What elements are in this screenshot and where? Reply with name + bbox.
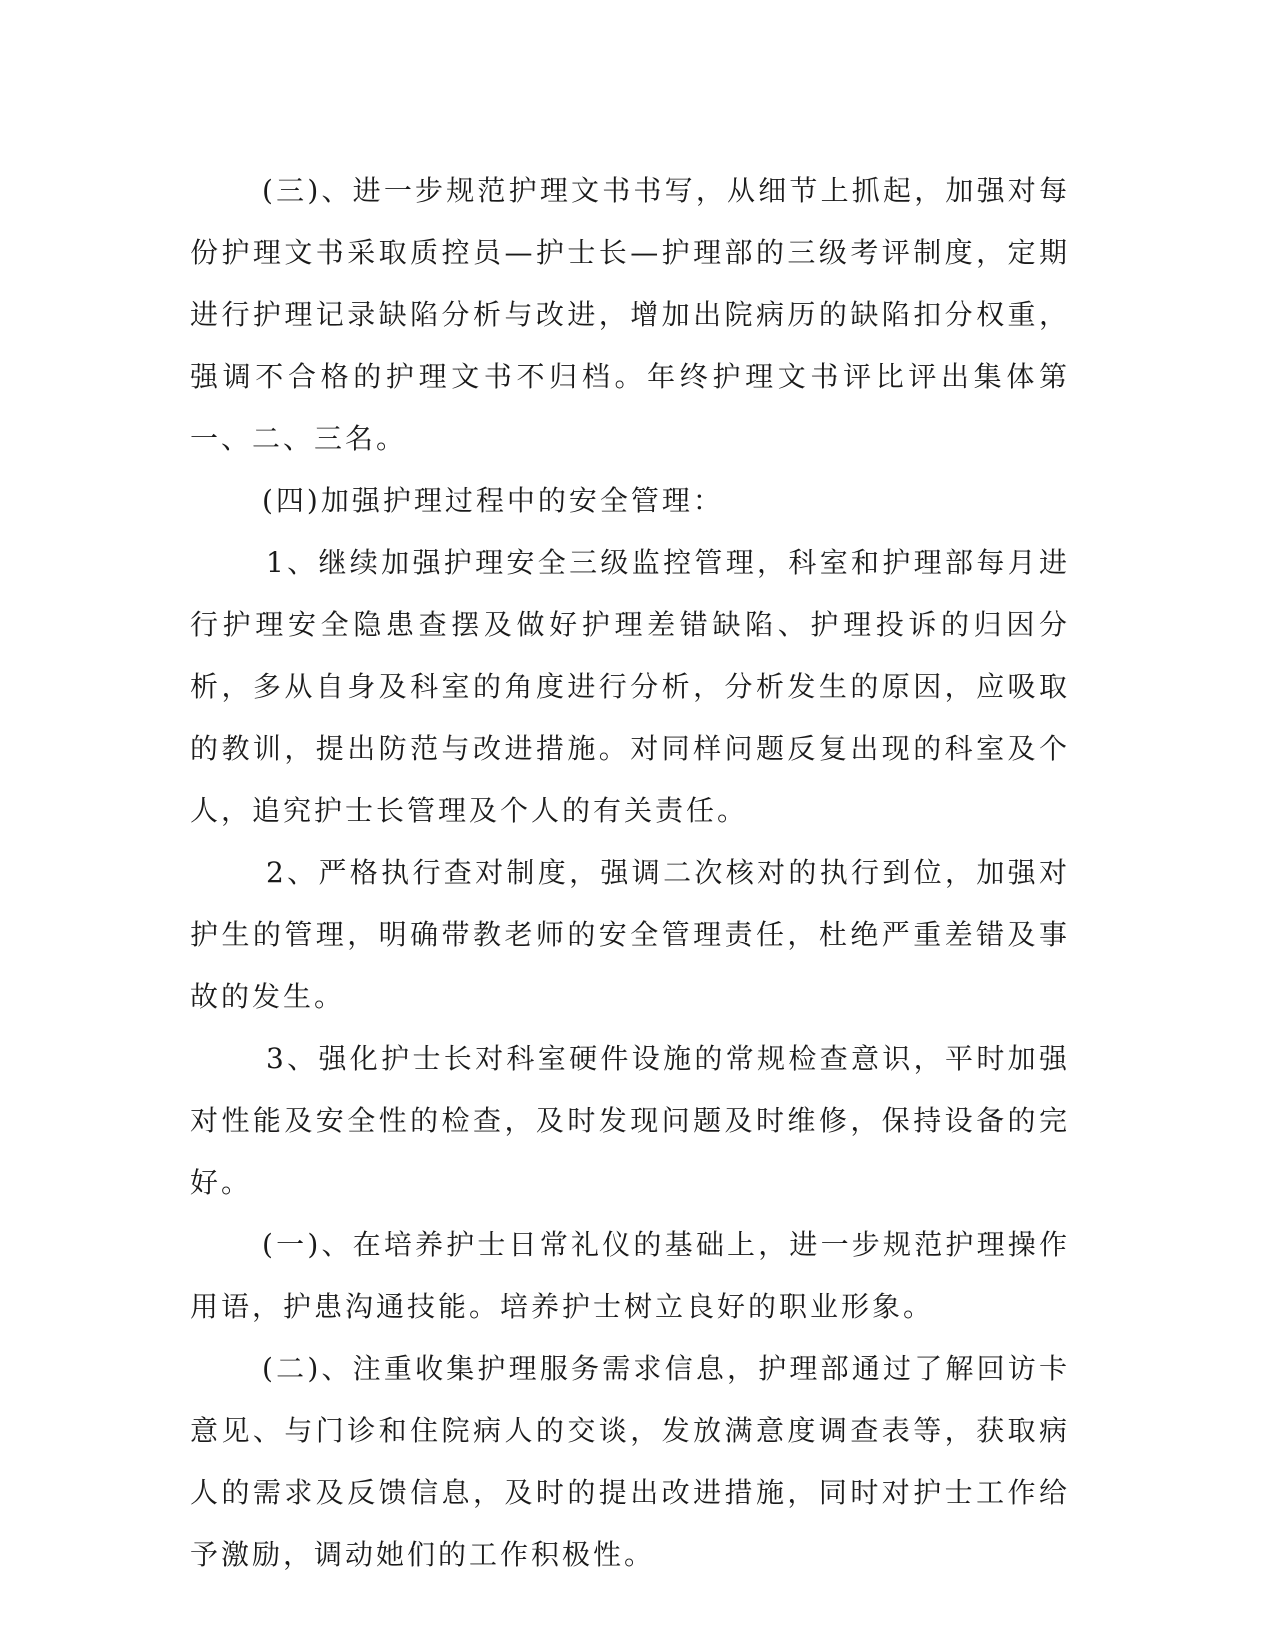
paragraph-item-2-verification: 2、严格执行查对制度，强调二次核对的执行到位，加强对护生的管理，明确带教老师的安全管理责任，杜绝严重差错及事故的发生。	[190, 856, 1070, 1013]
paragraph-safety-management-heading: (四)加强护理过程中的安全管理：	[262, 484, 724, 517]
paragraph-service-feedback: (二)、注重收集护理服务需求信息，护理部通过了解回访卡意见、与门诊和住院病人的交谈，发放满意度调查表等，获取病人的需求及反馈信息，及时的提出改进措施，同时对护士工作给予激励，调动她们的工作积极性。	[190, 1352, 1070, 1571]
paragraph-etiquette: (一)、在培养护士日常礼仪的基础上，进一步规范护理操作用语，护患沟通技能。培养护士树立良好的职业形象。	[190, 1228, 1070, 1323]
paragraph-nursing-documents: (三)、进一步规范护理文书书写，从细节上抓起，加强对每份护理文书采取质控员—护士长—护理部的三级考评制度，定期进行护理记录缺陷分析与改进，增加出院病历的缺陷扣分权重，强调不合格的护理文书不归档。年终护理文书评比评出集体第一、二、三名。	[190, 174, 1070, 455]
paragraph-item-3-equipment: 3、强化护士长对科室硬件设施的常规检查意识，平时加强对性能及安全性的检查，及时发现问题及时维修，保持设备的完好。	[190, 1042, 1070, 1199]
document-body	[190, 160, 1070, 1586]
paragraph-item-1-monitoring: 1、继续加强护理安全三级监控管理，科室和护理部每月进行护理安全隐患查摆及做好护理差错缺陷、护理投诉的归因分析，多从自身及科室的角度进行分析，分析发生的原因，应吸取的教训，提出防范与改进措施。对同样问题反复出现的科室及个人，追究护士长管理及个人的有关责任。	[190, 546, 1070, 827]
